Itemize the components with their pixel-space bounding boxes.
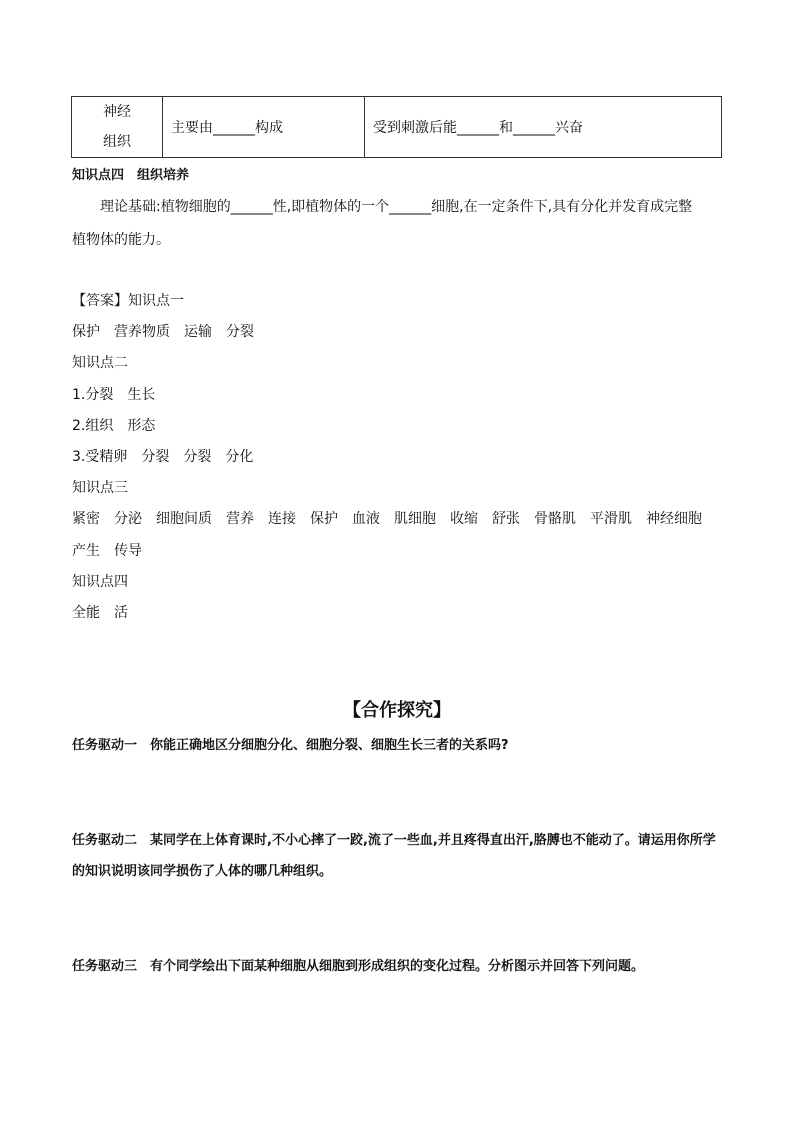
task-1: 任务驱动一 你能正确地区分细胞分化、细胞分裂、细胞生长三者的关系吗? xyxy=(72,738,509,753)
answer-k3-line1: 紧密 分泌 细胞间质 营养 连接 保护 血液 肌细胞 收缩 舒张 骨骼肌 平滑肌 神经细胞 xyxy=(72,511,702,527)
answer-k4-title: 知识点四 xyxy=(72,574,128,590)
task-2: 任务驱动二 某同学在上体育课时,不小心摔了一跤,流了一些血,并且疼得直出汗,胳膊也不能动了。请运用你所学的知识说明该同学损伤了人体的哪几种组织。 xyxy=(72,833,716,879)
answer-k2-3: 3.受精卵 分裂 分裂 分化 xyxy=(72,449,254,465)
section4-paragraph-line2: 植物体的能力。 xyxy=(72,232,170,248)
tissue-composition-cell: 主要由______构成 xyxy=(163,97,365,158)
tissue-table xyxy=(71,96,722,158)
answer-k2-title: 知识点二 xyxy=(72,355,128,371)
answer-k1: 保护 营养物质 运输 分裂 xyxy=(72,324,254,340)
tissue-function-cell: 受到刺激后能______和______兴奋 xyxy=(365,97,722,158)
table-row xyxy=(72,97,722,158)
answer-k3-title: 知识点三 xyxy=(72,480,128,496)
answer-k2-1: 1.分裂 生长 xyxy=(72,387,156,403)
section4-paragraph-line1: 理论基础:植物细胞的______性,即植物体的一个______细胞,在一定条件下,具有分化并发育成完整 xyxy=(100,199,693,215)
tissue-name-line1: 神经 xyxy=(103,104,131,120)
task-3: 任务驱动三 有个同学绘出下面某种细胞从细胞到形成组织的变化过程。分析图示并回答下列问题。 xyxy=(72,959,645,974)
answer-k4: 全能 活 xyxy=(72,605,128,621)
tissue-name-cell xyxy=(72,97,163,158)
section4-title: 知识点四 组织培养 xyxy=(72,168,190,183)
answer-k2-2: 2.组织 形态 xyxy=(72,418,156,434)
answer-header: 【答案】知识点一 xyxy=(72,293,184,309)
tissue-name-line2: 组织 xyxy=(103,134,131,150)
answer-k3-line2: 产生 传导 xyxy=(72,543,142,559)
explore-heading: 【合作探究】 xyxy=(343,700,451,721)
